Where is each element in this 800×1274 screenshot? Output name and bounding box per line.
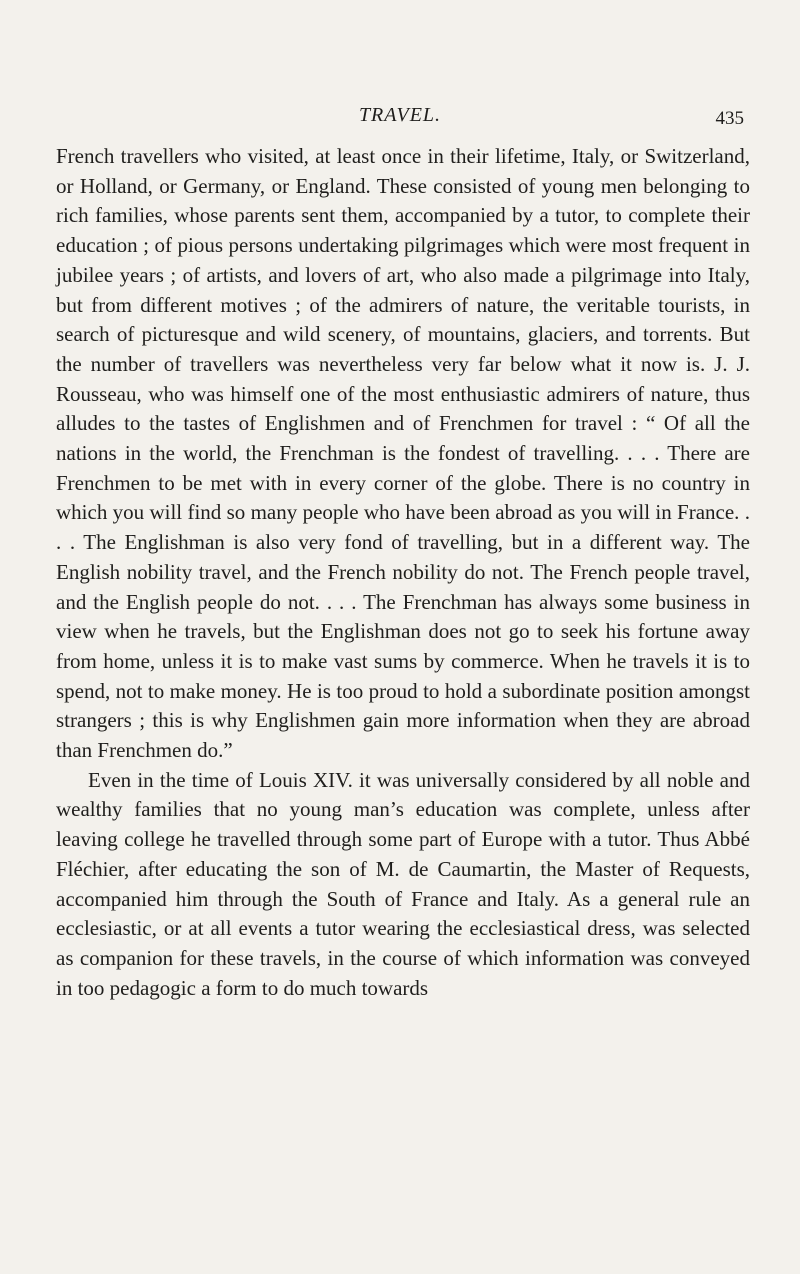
paragraph-2: Even in the time of Louis XIV. it was universally considered by all noble and wealthy families that no young man’s education was complete, unless after leaving college he travelled through some part of Europe with a tutor. Thus Abbé Fléchier, after educating the son of M. de Caumartin, the Master of Requests, accompanied him through the South of France and Italy. As a general rule an ecclesiastic, or at all events a tutor wearing the ecclesiastical dress, was selected as companion for these travels, in the course of which information was conveyed in too pedagogic a form to do much towards [56,767,750,1000]
running-title: TRAVEL. [358,104,442,126]
page-header [0,104,800,134]
body-text [56,142,750,1003]
paragraph-1: French travellers who visited, at least once in their lifetime, Italy, or Switzerland, or Holland, or Germany, or England. These consisted of young men belonging to rich families, whose parents sent them, accompanied by a tutor, to complete their education ; of pious persons undertaking pilgrimages which were most frequent in jubilee years ; of artists, and lovers of art, who also made a pilgrimage into Italy, but from different motives ; of the admirers of nature, the veritable tourists, in search of picturesque and wild scenery, of mountains, glaciers, and torrents. But the number of travellers was nevertheless very far below what it now is. J. J. Rousseau, who was himself one of the most enthusiastic admirers of nature, thus alludes to the tastes of Englishmen and of Frenchmen for travel : “ Of all the nations in the world, the Frenchman is the fondest of travelling. . . . There are Frenchmen to be met with in every corner of the globe. There is no country in which you will find so many people who have been abroad as you will in France. . . . The Englishman is also very fond of travelling, but in a different way. The English nobility travel, and the French nobility do not. The French people travel, and the English people do not. . . . The Frenchman has always some business in view when he travels, but the Englishman does not go to seek his fortune away from home, unless it is to make vast sums by commerce. When he travels it is to spend, not to make money. He is too proud to hold a subordinate position amongst strangers ; this is why Englishmen gain more information when they are abroad than Frenchmen do.” [56,144,750,763]
page-number: 435 [715,108,744,129]
